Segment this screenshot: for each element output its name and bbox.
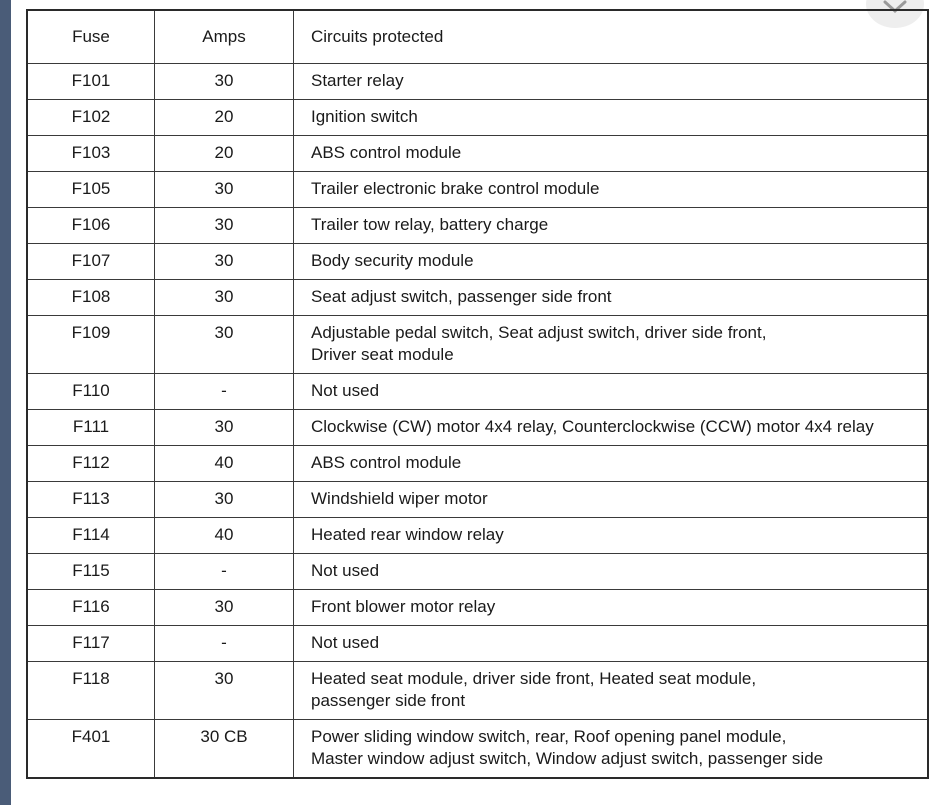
table-row	[27, 410, 928, 446]
circuits-line: Seat adjust switch, passenger side front	[311, 287, 612, 306]
amps-cell: 30	[155, 280, 294, 316]
circuits-cell	[294, 100, 929, 136]
circuits-cell	[294, 410, 929, 446]
circuits-cell	[294, 590, 929, 626]
amps-cell: 20	[155, 136, 294, 172]
circuits-line: Driver seat module	[311, 345, 454, 364]
fuse-cell: F107	[27, 244, 155, 280]
table-row	[27, 518, 928, 554]
circuits-line: Not used	[311, 561, 380, 580]
table-row	[27, 64, 928, 100]
circuits-cell	[294, 374, 929, 410]
circuits-cell	[294, 554, 929, 590]
circuits-cell	[294, 446, 929, 482]
amps-cell: 30	[155, 662, 294, 720]
table-row	[27, 100, 928, 136]
amps-cell: -	[155, 626, 294, 662]
table-row	[27, 554, 928, 590]
amps-cell: 30	[155, 410, 294, 446]
table-row	[27, 208, 928, 244]
circuits-line: Heated rear window relay	[311, 525, 504, 544]
amps-cell: 30	[155, 482, 294, 518]
amps-cell: 30	[155, 590, 294, 626]
amps-cell: 30	[155, 64, 294, 100]
circuits-line: ABS control module	[311, 143, 462, 162]
fuse-cell: F111	[27, 410, 155, 446]
circuits-cell	[294, 280, 929, 316]
fuse-cell: F116	[27, 590, 155, 626]
circuits-cell	[294, 244, 929, 280]
amps-cell: 30 CB	[155, 720, 294, 779]
circuits-cell	[294, 482, 929, 518]
header-fuse: Fuse	[27, 10, 155, 64]
circuits-line: Starter relay	[311, 71, 404, 90]
circuits-line: Power sliding window switch, rear, Roof opening panel module,	[311, 727, 787, 746]
table-row	[27, 446, 928, 482]
circuits-line: Not used	[311, 381, 380, 400]
table-row	[27, 720, 928, 779]
fuse-cell: F101	[27, 64, 155, 100]
fuse-cell: F112	[27, 446, 155, 482]
fuse-cell: F105	[27, 172, 155, 208]
circuits-line: Front blower motor relay	[311, 597, 496, 616]
table-row	[27, 280, 928, 316]
amps-cell: -	[155, 374, 294, 410]
circuits-cell	[294, 316, 929, 374]
table-body	[27, 64, 928, 779]
fuse-cell: F110	[27, 374, 155, 410]
amps-cell: 30	[155, 172, 294, 208]
fuse-cell: F401	[27, 720, 155, 779]
amps-cell: 30	[155, 244, 294, 280]
table-row	[27, 316, 928, 374]
circuits-cell	[294, 208, 929, 244]
circuits-line: passenger side front	[311, 691, 466, 710]
table-row	[27, 244, 928, 280]
amps-cell: 40	[155, 446, 294, 482]
fuse-cell: F114	[27, 518, 155, 554]
window-edge-strip	[0, 0, 11, 805]
circuits-cell	[294, 172, 929, 208]
table-row	[27, 626, 928, 662]
circuits-cell	[294, 720, 929, 779]
table-row	[27, 662, 928, 720]
table-row	[27, 482, 928, 518]
table-row	[27, 136, 928, 172]
circuits-line: Body security module	[311, 251, 474, 270]
fuse-cell: F118	[27, 662, 155, 720]
amps-cell: 30	[155, 316, 294, 374]
fuse-table	[26, 9, 929, 779]
fuse-cell: F113	[27, 482, 155, 518]
amps-cell: -	[155, 554, 294, 590]
circuits-line: Adjustable pedal switch, Seat adjust switch, driver side front,	[311, 323, 767, 342]
fuse-cell: F115	[27, 554, 155, 590]
amps-cell: 20	[155, 100, 294, 136]
circuits-line: Clockwise (CW) motor 4x4 relay, Counterclockwise (CCW) motor 4x4 relay	[311, 417, 874, 436]
amps-cell: 40	[155, 518, 294, 554]
circuits-line: ABS control module	[311, 453, 462, 472]
fuse-cell: F108	[27, 280, 155, 316]
circuits-line: Heated seat module, driver side front, Heated seat module,	[311, 669, 757, 688]
fuse-cell: F102	[27, 100, 155, 136]
header-amps: Amps	[155, 10, 294, 64]
table-row	[27, 590, 928, 626]
fuse-cell: F109	[27, 316, 155, 374]
table-row	[27, 172, 928, 208]
circuits-line: Ignition switch	[311, 107, 418, 126]
circuits-cell	[294, 136, 929, 172]
header-row	[27, 10, 928, 64]
circuits-cell	[294, 662, 929, 720]
circuits-line: Trailer tow relay, battery charge	[311, 215, 549, 234]
circuits-cell	[294, 64, 929, 100]
fuse-cell: F117	[27, 626, 155, 662]
amps-cell: 30	[155, 208, 294, 244]
circuits-line: Not used	[311, 633, 380, 652]
circuits-cell	[294, 626, 929, 662]
circuits-line: Master window adjust switch, Window adjust switch, passenger side	[311, 749, 824, 768]
circuits-cell	[294, 518, 929, 554]
fuse-cell: F106	[27, 208, 155, 244]
circuits-line: Windshield wiper motor	[311, 489, 488, 508]
fuse-cell: F103	[27, 136, 155, 172]
header-circuits: Circuits protected	[294, 10, 929, 64]
circuits-line: Trailer electronic brake control module	[311, 179, 600, 198]
table-row	[27, 374, 928, 410]
